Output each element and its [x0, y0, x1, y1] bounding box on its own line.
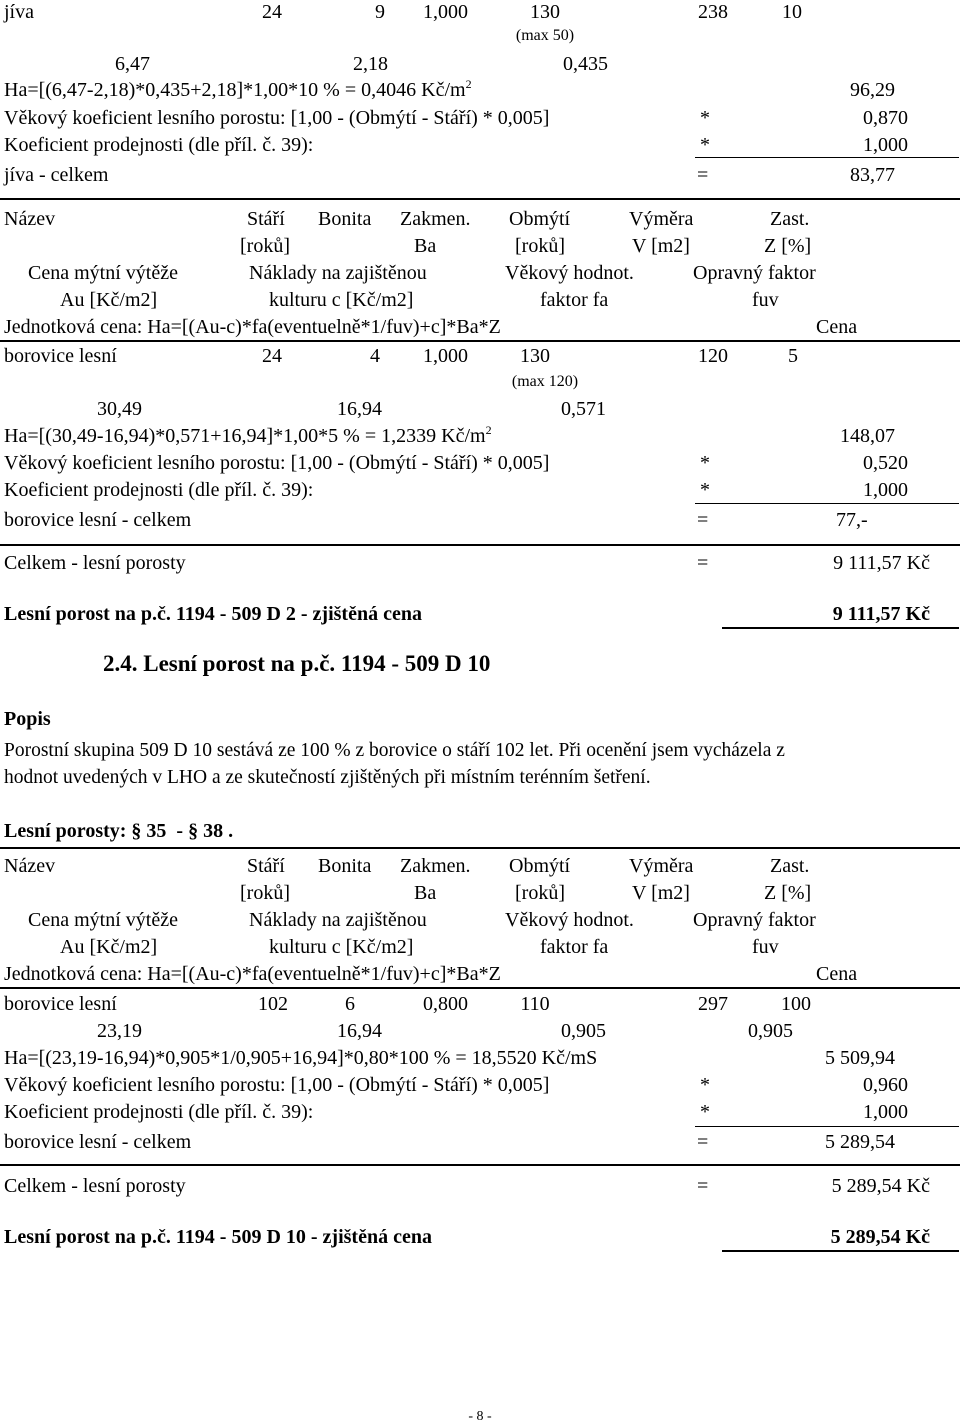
formula-text: Ha=[(6,47-2,18)*0,435+2,18]*1,00*10 % = 0,4046 Kč/m: [4, 79, 466, 101]
col-zakmen: Zakmen.: [400, 855, 471, 877]
page-number: - 8 -: [468, 1409, 492, 1424]
unit-fuv: fuv: [752, 936, 779, 958]
section-sign-icon: §: [131, 820, 142, 842]
obmyti-value: 130: [520, 345, 550, 367]
saleability-value: 1,000: [863, 479, 908, 501]
total-label: borovice lesní - celkem: [4, 509, 192, 531]
col-vymera: Výměra: [629, 855, 694, 877]
obmyti-value: 130: [530, 1, 560, 23]
col-correction: Opravný faktor: [693, 262, 816, 284]
col-costs: Náklady na zajištěnou: [249, 909, 427, 931]
operator: =: [697, 1131, 709, 1153]
au-value: 30,49: [97, 398, 142, 420]
zast-value: 10: [782, 1, 802, 23]
unit-price-formula: Jednotková cena: Ha=[(Au-c)*fa(eventuelně*1/fuv)+c]*Ba*Z: [4, 963, 501, 985]
col-age-factor: Věkový hodnot.: [505, 909, 634, 931]
col-obmyti: Obmýtí: [509, 208, 571, 230]
determined-price-label: Lesní porost na p.č. 1194 - 509 D 2 - zjištěná cena: [4, 603, 422, 625]
total-value: 77,-: [836, 509, 868, 531]
formula-value: 96,29: [850, 79, 895, 101]
underline: [722, 1250, 959, 1252]
description-line: Porostní skupina 509 D 10 sestává ze 100 % z borovice o stáří 102 let. Při ocenění jsem vycházela z: [4, 740, 785, 761]
age-coefficient-label: Věkový koeficient lesního porostu: [1,00 - (Obmýtí - Stáří) * 0,005]: [4, 452, 550, 474]
unit-fa: faktor fa: [540, 289, 609, 311]
operator: *: [700, 1074, 710, 1096]
unit-ba: Ba: [414, 882, 437, 904]
vymera-value: 120: [698, 345, 728, 367]
formula-value: 5 509,94: [825, 1047, 895, 1069]
saleability-value: 1,000: [863, 134, 908, 156]
obmyti-value: 110: [520, 993, 550, 1015]
species-name: jíva: [4, 1, 34, 23]
col-harvest-price: Cena mýtní výtěže: [28, 262, 178, 284]
stands-label: Lesní porosty:: [4, 820, 127, 842]
unit-fuv: fuv: [752, 289, 779, 311]
formula-value: 148,07: [840, 425, 895, 447]
underline: [722, 627, 959, 629]
fuv-value: 0,905: [748, 1020, 793, 1042]
c-value: 16,94: [337, 1020, 382, 1042]
total-value: 5 289,54: [825, 1131, 895, 1153]
au-value: 6,47: [115, 53, 150, 75]
unit-price-formula: Jednotková cena: Ha=[(Au-c)*fa(eventuelně*1/fuv)+c]*Ba*Z: [4, 316, 501, 338]
age-coefficient-label: Věkový koeficient lesního porostu: [1,00 - (Obmýtí - Stáří) * 0,005]: [4, 107, 550, 129]
col-age-factor: Věkový hodnot.: [505, 262, 634, 284]
col-age: Stáří: [247, 855, 285, 877]
divider: [0, 1164, 960, 1166]
total-label: borovice lesní - celkem: [4, 1131, 192, 1153]
age-coefficient-value: 0,870: [863, 107, 908, 129]
unit-years: [roků]: [515, 235, 565, 257]
bonita-value: 4: [370, 345, 380, 367]
forest-total-value: 9 111,57 Kč: [833, 552, 930, 574]
species-name: borovice lesní: [4, 993, 117, 1015]
description-line: hodnot uvedených v LHO a ze skutečností zjištěných při místním terénním šetření.: [4, 767, 651, 788]
max-note: (max 120): [511, 373, 579, 390]
forest-total-label: Celkem - lesní porosty: [4, 552, 186, 574]
unit-ba: Ba: [414, 235, 437, 257]
species-name: borovice lesní: [4, 345, 117, 367]
unit-percent: Z [%]: [764, 235, 812, 257]
unit-volume: V [m2]: [632, 235, 690, 257]
col-bonita: Bonita: [318, 208, 372, 230]
col-vymera: Výměra: [629, 208, 694, 230]
max-note: (max 50): [515, 27, 575, 44]
divider: [695, 157, 959, 158]
age-coefficient-label: Věkový koeficient lesního porostu: [1,00 - (Obmýtí - Stáří) * 0,005]: [4, 1074, 550, 1096]
saleability-label: Koeficient prodejnosti (dle příl. č. 39):: [4, 1101, 314, 1123]
forest-total-value: 5 289,54 Kč: [831, 1175, 930, 1197]
operator: *: [700, 107, 710, 129]
bonita-value: 6: [345, 993, 355, 1015]
operator: =: [697, 552, 709, 574]
forest-total-label: Celkem - lesní porosty: [4, 1175, 186, 1197]
au-value: 23,19: [97, 1020, 142, 1042]
divider: [0, 987, 960, 989]
popis-heading: Popis: [4, 708, 51, 730]
stand-dash: -: [176, 820, 189, 842]
stand-from: 35: [146, 820, 167, 842]
formula: Ha=[(23,19-16,94)*0,905*1/0,905+16,94]*0,80*100 % = 18,5520 Kč/mS: [4, 1047, 598, 1069]
unit-years: [roků]: [240, 882, 290, 904]
operator: *: [700, 134, 710, 156]
col-zakmen: Zakmen.: [400, 208, 471, 230]
age-coefficient-value: 0,960: [863, 1074, 908, 1096]
zakmen-value: 1,000: [423, 345, 468, 367]
divider: [695, 503, 959, 504]
formula: [4, 77, 472, 101]
vymera-value: 238: [698, 1, 728, 23]
col-bonita: Bonita: [318, 855, 372, 877]
unit-volume: V [m2]: [632, 882, 690, 904]
operator: *: [700, 1101, 710, 1123]
operator: =: [697, 164, 709, 186]
col-harvest-price: Cena mýtní výtěže: [28, 909, 178, 931]
age-value: 24: [262, 345, 282, 367]
c-value: 16,94: [337, 398, 382, 420]
age-value: 102: [258, 993, 288, 1015]
c-value: 2,18: [353, 53, 388, 75]
unit-years: [roků]: [515, 882, 565, 904]
fa-value: 0,435: [563, 53, 608, 75]
age-coefficient-value: 0,520: [863, 452, 908, 474]
formula: [4, 423, 492, 447]
col-name: Název: [4, 855, 56, 877]
zakmen-value: 1,000: [423, 1, 468, 23]
operator: *: [700, 452, 710, 474]
divider: [0, 340, 960, 342]
total-label: jíva - celkem: [4, 164, 109, 186]
saleability-label: Koeficient prodejnosti (dle příl. č. 39):: [4, 134, 314, 156]
unit-years: [roků]: [240, 235, 290, 257]
section-sign-icon: §: [188, 820, 199, 842]
age-value: 24: [262, 1, 282, 23]
stands-heading: [4, 821, 233, 841]
stand-to: 38 .: [203, 820, 234, 842]
section-heading: 2.4. Lesní porost na p.č. 1194 - 509 D 10: [103, 651, 491, 676]
divider: [0, 847, 960, 849]
zast-value: 5: [788, 345, 798, 367]
formula-text: Ha=[(30,49-16,94)*0,571+16,94]*1,00*5 % = 1,2339 Kč/m: [4, 425, 486, 447]
unit-c: kulturu c [Kč/m2]: [269, 289, 414, 311]
determined-price-value: 5 289,54 Kč: [830, 1226, 930, 1248]
fa-value: 0,905: [561, 1020, 606, 1042]
unit-fa: faktor fa: [540, 936, 609, 958]
divider: [0, 198, 960, 200]
unit-au: Au [Kč/m2]: [60, 936, 158, 958]
col-price: Cena: [816, 316, 858, 338]
col-correction: Opravný faktor: [693, 909, 816, 931]
divider: [0, 544, 960, 546]
col-price: Cena: [816, 963, 858, 985]
col-costs: Náklady na zajištěnou: [249, 262, 427, 284]
operator: =: [697, 509, 709, 531]
operator: *: [700, 479, 710, 501]
fa-value: 0,571: [561, 398, 606, 420]
zakmen-value: 0,800: [423, 993, 468, 1015]
divider: [695, 1126, 959, 1127]
col-name: Název: [4, 208, 56, 230]
unit-c: kulturu c [Kč/m2]: [269, 936, 414, 958]
col-zast: Zast.: [770, 855, 810, 877]
saleability-label: Koeficient prodejnosti (dle příl. č. 39):: [4, 479, 314, 501]
unit-percent: Z [%]: [764, 882, 812, 904]
vymera-value: 297: [698, 993, 728, 1015]
total-value: 83,77: [850, 164, 895, 186]
bonita-value: 9: [375, 1, 385, 23]
col-obmyti: Obmýtí: [509, 855, 571, 877]
unit-au: Au [Kč/m2]: [60, 289, 158, 311]
superscript: 2: [465, 77, 472, 91]
determined-price-label: Lesní porost na p.č. 1194 - 509 D 10 - zjištěná cena: [4, 1226, 432, 1248]
superscript: 2: [485, 423, 492, 437]
col-age: Stáří: [247, 208, 285, 230]
determined-price-value: 9 111,57 Kč: [832, 603, 930, 625]
zast-value: 100: [781, 993, 811, 1015]
saleability-value: 1,000: [863, 1101, 908, 1123]
col-zast: Zast.: [770, 208, 810, 230]
operator: =: [697, 1175, 709, 1197]
